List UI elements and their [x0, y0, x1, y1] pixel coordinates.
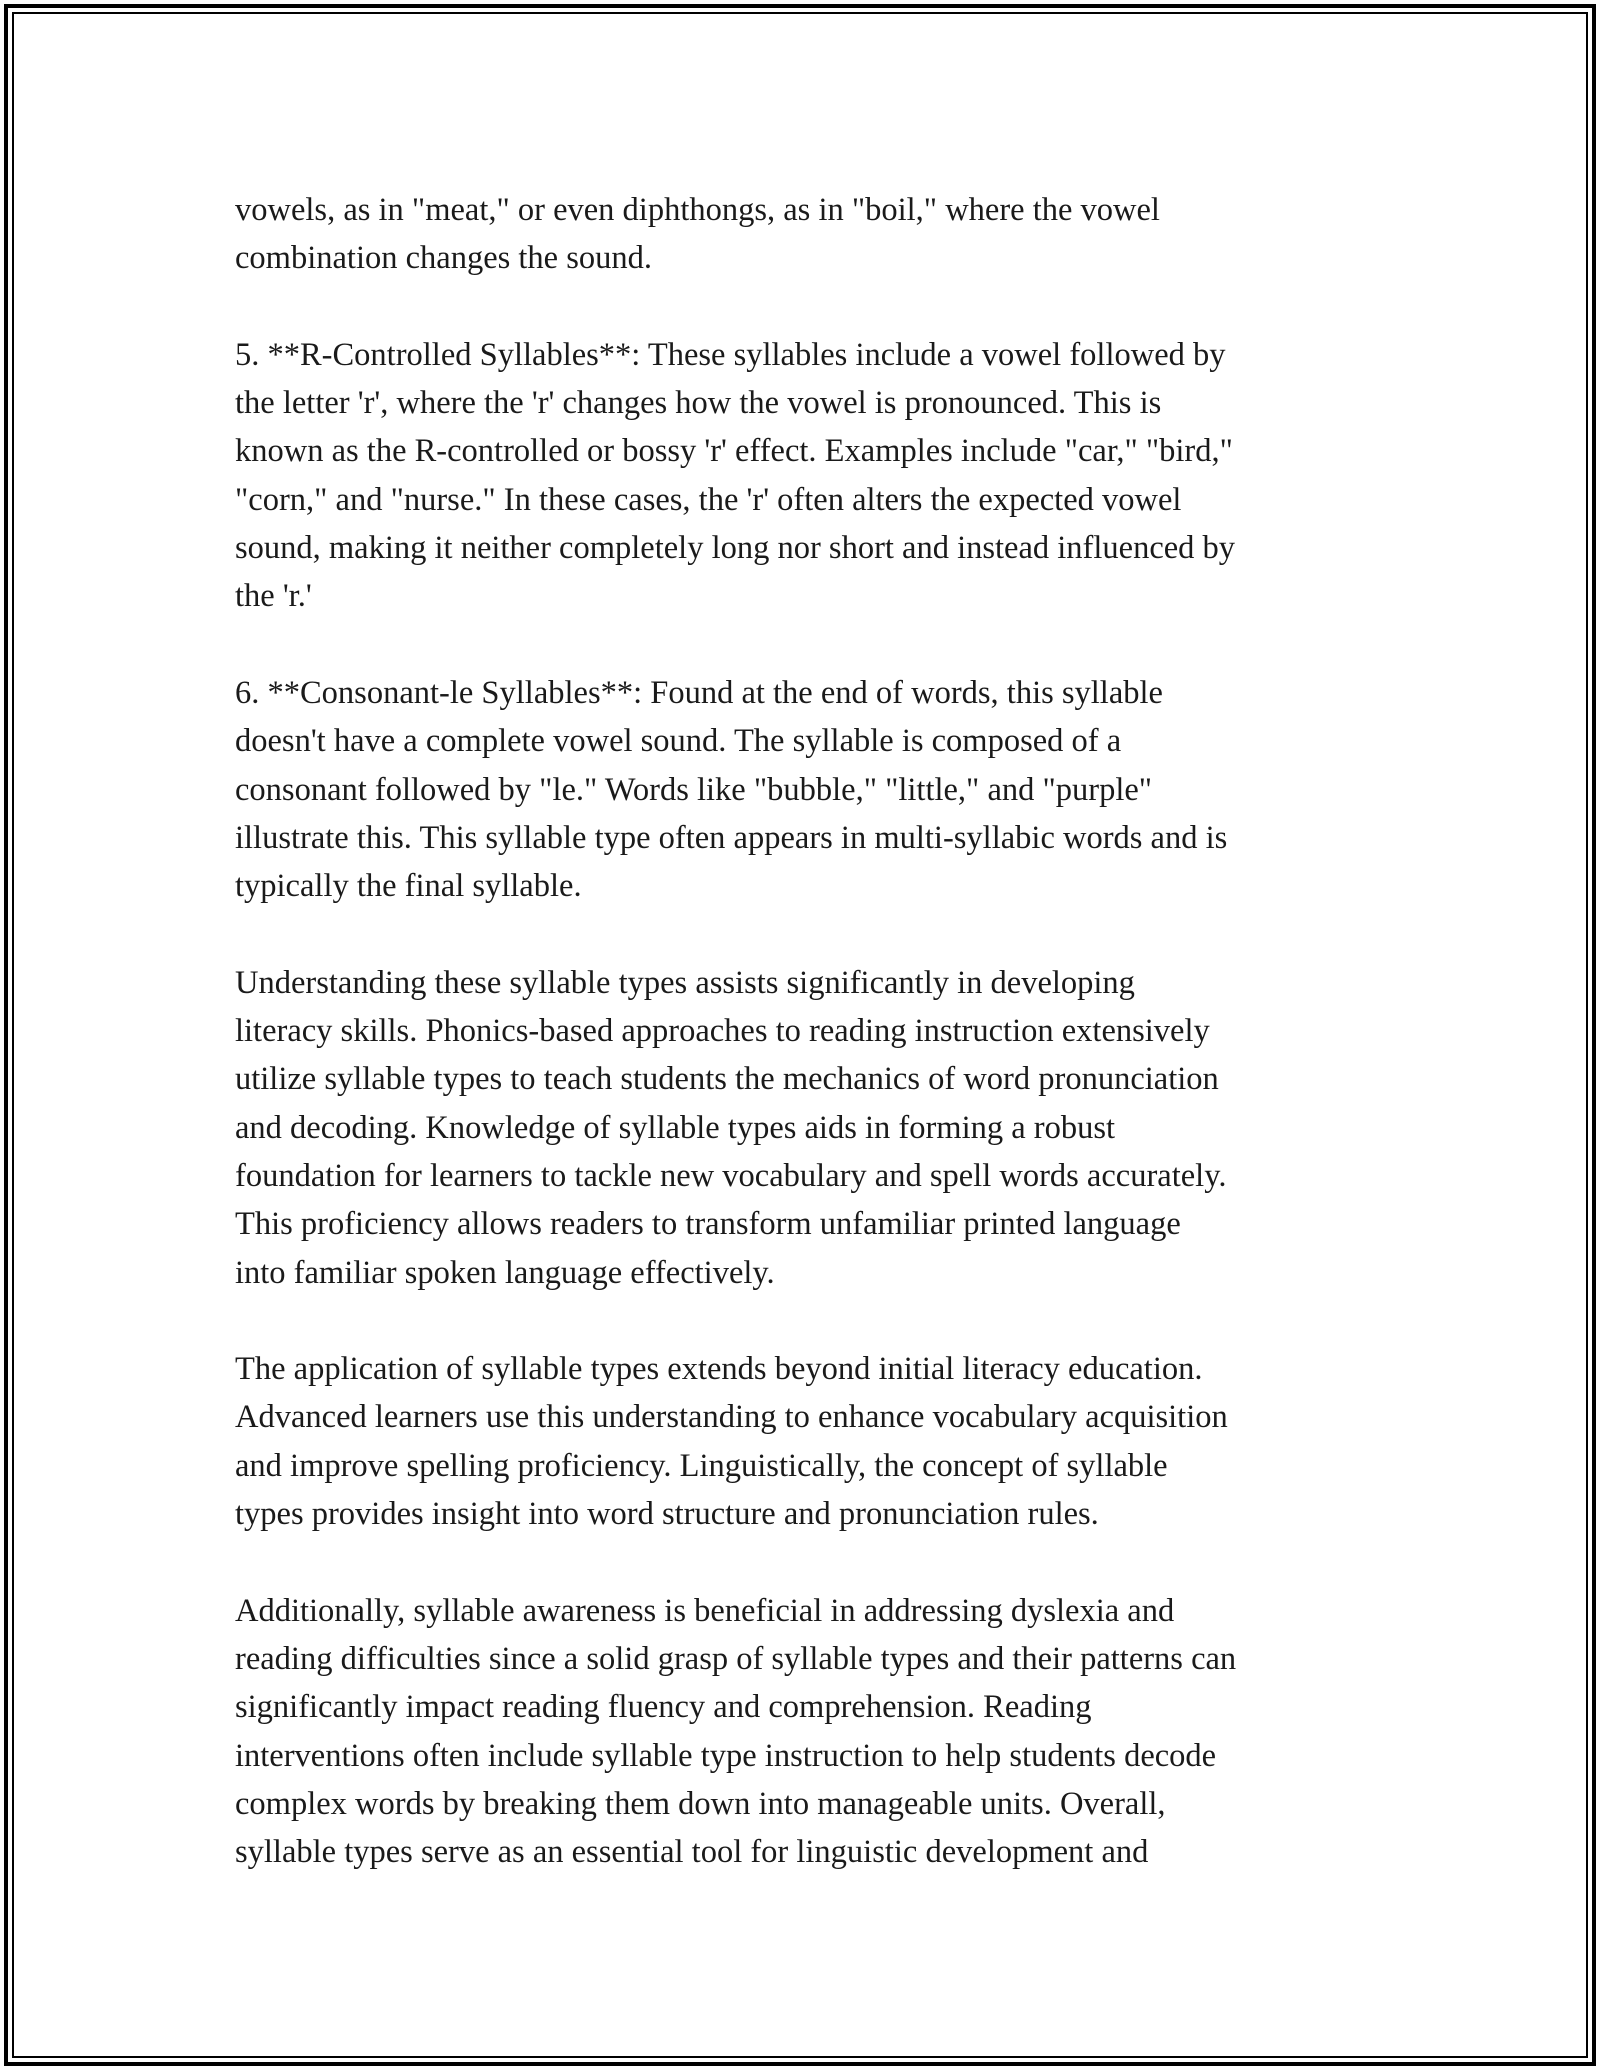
text-line: 5. **R-Controlled Syllables**: These syllables include a vowel followed by: [235, 336, 1226, 373]
paragraph-vowel-teams-continued: [235, 186, 1375, 283]
text-line: interventions often include syllable type instruction to help students decode: [235, 1737, 1217, 1774]
paragraph-r-controlled-syllables: [235, 331, 1375, 621]
text-line: syllable types serve as an essential tool for linguistic development and: [235, 1834, 1149, 1871]
paragraph-consonant-le-syllables: [235, 669, 1375, 910]
text-line: 6. **Consonant-le Syllables**: Found at the end of words, this syllable: [235, 674, 1163, 711]
text-line: Understanding these syllable types assists significantly in developing: [235, 964, 1135, 1001]
text-line: consonant followed by "le." Words like "bubble," "little," and "purple": [235, 771, 1153, 808]
text-line: types provides insight into word structure and pronunciation rules.: [235, 1496, 1099, 1533]
document-body: [235, 186, 1375, 1925]
paragraph-literacy-skills: [235, 959, 1375, 1297]
text-line: and improve spelling proficiency. Linguistically, the concept of syllable: [235, 1447, 1168, 1484]
text-line: the letter 'r', where the 'r' changes how the vowel is pronounced. This is: [235, 385, 1162, 422]
text-line: Advanced learners use this understanding to enhance vocabulary acquisition: [235, 1399, 1228, 1436]
text-line: illustrate this. This syllable type often appears in multi-syllabic words and is: [235, 819, 1228, 856]
text-line: complex words by breaking them down into manageable units. Overall,: [235, 1785, 1166, 1822]
text-line: into familiar spoken language effectively.: [235, 1254, 775, 1291]
paragraph-application: [235, 1345, 1375, 1538]
text-line: and decoding. Knowledge of syllable types aids in forming a robust: [235, 1109, 1116, 1146]
text-line: typically the final syllable.: [235, 868, 582, 905]
text-line: Additionally, syllable awareness is beneficial in addressing dyslexia and: [235, 1592, 1175, 1629]
text-line: the 'r.': [235, 578, 312, 615]
paragraph-dyslexia: [235, 1587, 1375, 1877]
text-line: utilize syllable types to teach students the mechanics of word pronunciation: [235, 1061, 1219, 1098]
text-line: literacy skills. Phonics-based approaches to reading instruction extensively: [235, 1013, 1210, 1050]
text-line: foundation for learners to tackle new vocabulary and spell words accurately.: [235, 1157, 1227, 1194]
text-line: "corn," and "nurse." In these cases, the 'r' often alters the expected vowel: [235, 481, 1182, 518]
text-line: significantly impact reading fluency and comprehension. Reading: [235, 1689, 1092, 1726]
text-line: doesn't have a complete vowel sound. The syllable is composed of a: [235, 723, 1122, 760]
text-line: combination changes the sound.: [235, 240, 652, 277]
text-line: vowels, as in "meat," or even diphthongs, as in "boil," where the vowel: [235, 192, 1160, 228]
text-line: The application of syllable types extends beyond initial literacy education.: [235, 1351, 1203, 1388]
text-line: reading difficulties since a solid grasp of syllable types and their patterns can: [235, 1640, 1237, 1677]
text-line: sound, making it neither completely long nor short and instead influenced by: [235, 530, 1236, 567]
text-line: known as the R-controlled or bossy 'r' effect. Examples include "car," "bird,": [235, 433, 1233, 470]
text-line: This proficiency allows readers to transform unfamiliar printed language: [235, 1206, 1181, 1243]
